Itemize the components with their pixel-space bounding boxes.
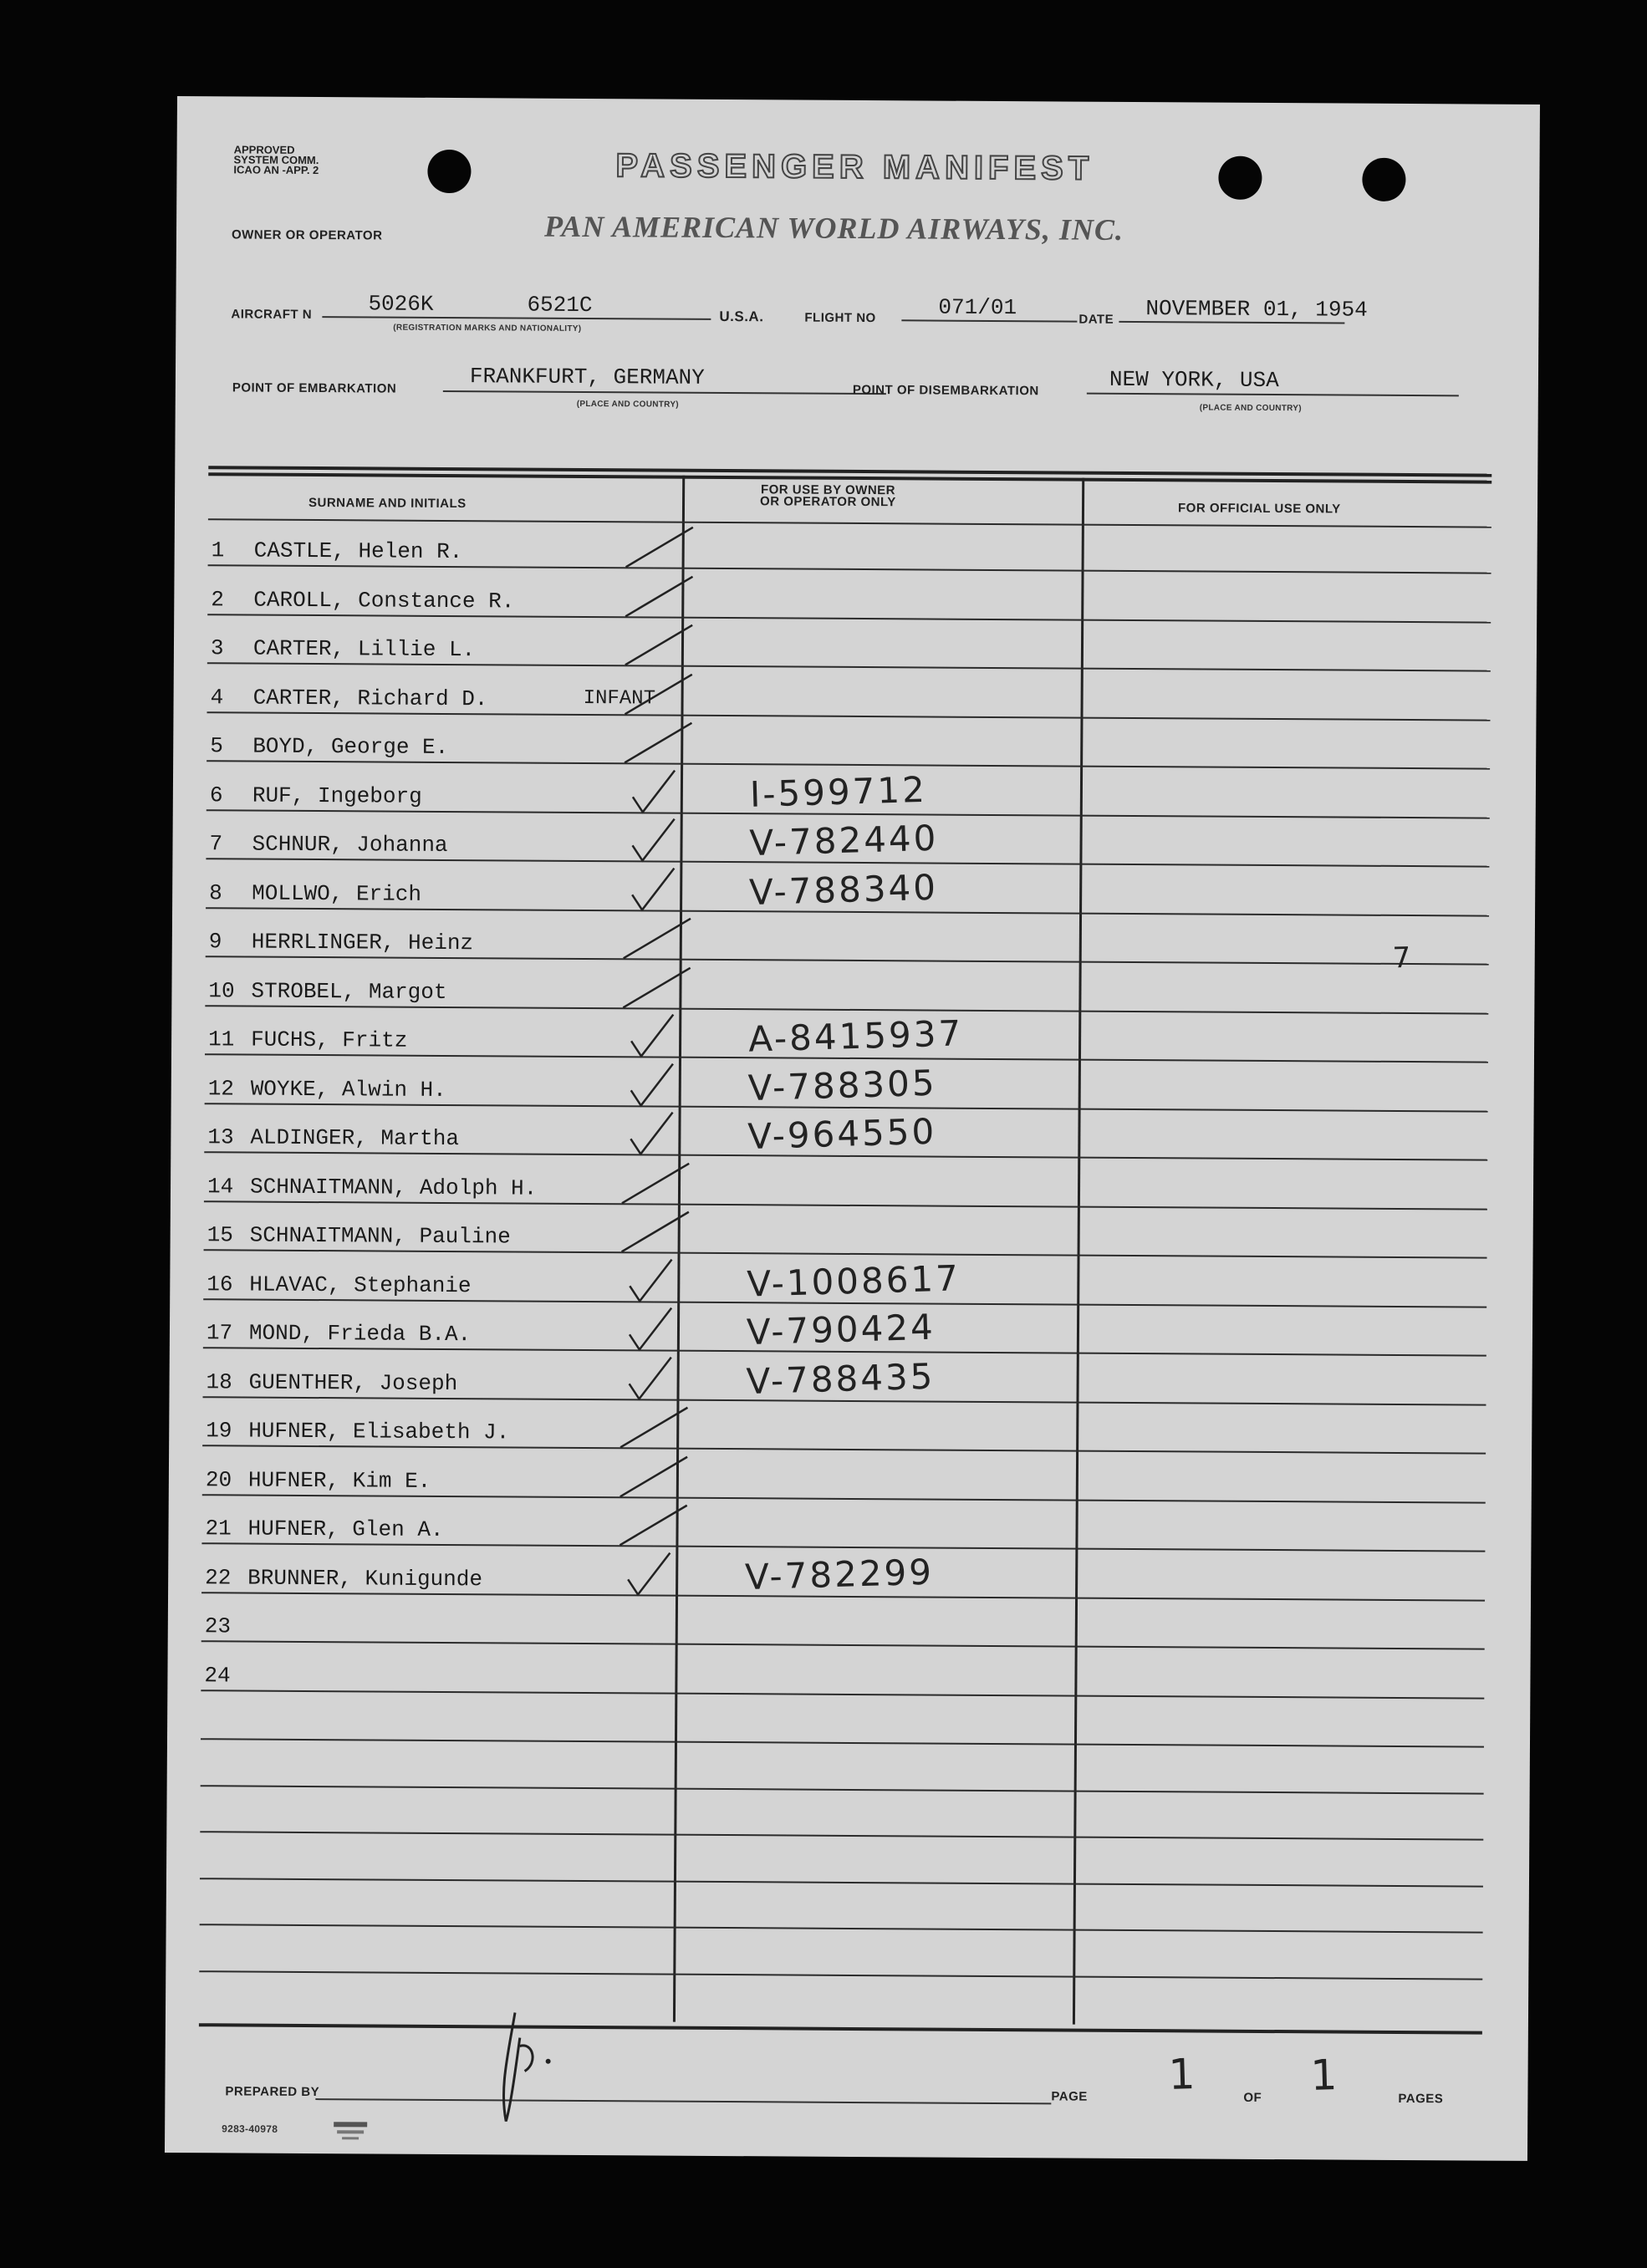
row-number: 9 (208, 929, 222, 955)
form-number: 9283-40978 (222, 2123, 278, 2135)
blank-row-rule (199, 1970, 1482, 1980)
country-label: U.S.A. (719, 308, 764, 325)
passenger-name: STROBEL, Margot (251, 978, 447, 1005)
visa-number: V-1008617 (746, 1256, 961, 1305)
row-number: 6 (209, 782, 223, 808)
passenger-name: CAROLL, Constance R. (253, 587, 515, 614)
page-label: PAGE (1051, 2089, 1088, 2104)
row-number: 14 (207, 1173, 234, 1199)
visa-number: V-788305 (747, 1062, 938, 1109)
row-number: 7 (209, 831, 223, 857)
of-label: OF (1243, 2090, 1262, 2105)
passenger-name: ALDINGER, Martha (250, 1124, 460, 1152)
row-rule (204, 1200, 1487, 1210)
aircraft-label: AIRCRAFT N (231, 307, 313, 322)
row-rule (206, 956, 1489, 965)
preparer-signature (482, 2004, 650, 2138)
punch-hole-right-2 (1362, 158, 1405, 201)
owner-label: OWNER OR OPERATOR (231, 227, 383, 243)
disembarkation-field-line (1087, 393, 1459, 397)
official-use-mark: 7 (1392, 940, 1414, 976)
printer-union-logo (330, 2118, 372, 2143)
passenger-name: HERRLINGER, Heinz (251, 929, 474, 956)
total-pages: 1 (1309, 2050, 1341, 2100)
passenger-name: GUENTHER, Joseph (248, 1369, 458, 1396)
owner-use-column-header: FOR USE BY OWNER OR OPERATOR ONLY (759, 482, 896, 510)
row-number: 4 (210, 684, 224, 710)
passenger-name: SCHNUR, Johanna (252, 831, 448, 858)
visa-number: V-964550 (747, 1110, 937, 1158)
row-number: 2 (211, 586, 225, 612)
passenger-name: WOYKE, Alwin H. (250, 1076, 446, 1103)
row-number: 15 (207, 1222, 233, 1248)
page-number: 1 (1167, 2049, 1199, 2099)
row-number: 13 (207, 1124, 234, 1150)
prepared-by-line (315, 2098, 1051, 2104)
embarkation-point: FRANKFURT, GERMANY (469, 364, 705, 390)
passenger-name: SCHNAITMANN, Pauline (249, 1222, 511, 1250)
punch-hole-left (427, 150, 471, 193)
row-number: 24 (204, 1662, 231, 1688)
manifest-sheet (165, 96, 1540, 2161)
visa-number: I-599712 (749, 768, 928, 815)
visa-number: V-782440 (748, 817, 940, 864)
page-title: PASSENGER MANIFEST (615, 147, 1094, 187)
visa-number: V-790424 (746, 1306, 936, 1353)
punch-hole-right-1 (1218, 156, 1262, 200)
row-rule (204, 1249, 1487, 1258)
row-number: 16 (207, 1271, 233, 1297)
row-number: 3 (210, 635, 224, 661)
row-rule (207, 711, 1490, 721)
row-rule (205, 1005, 1488, 1014)
row-number: 18 (206, 1368, 232, 1394)
row-number: 23 (204, 1613, 232, 1639)
blank-row-rule (201, 1785, 1484, 1794)
embarkation-label: POINT OF EMBARKATION (232, 380, 397, 396)
passenger-name: SCHNAITMANN, Adolph H. (249, 1174, 538, 1201)
blank-row-rule (200, 1831, 1483, 1840)
row-number: 5 (210, 733, 223, 759)
surname-column-header: SURNAME AND INITIALS (308, 495, 467, 512)
column-header-rule (208, 518, 1491, 528)
visa-number: V-782299 (744, 1551, 935, 1598)
row-rule (207, 760, 1490, 769)
row-rule (208, 564, 1491, 573)
passenger-name: HLAVAC, Stephanie (249, 1272, 472, 1298)
row-rule (202, 1445, 1486, 1454)
official-use-column-header: FOR OFFICIAL USE ONLY (1177, 501, 1341, 517)
passenger-name: MOLLWO, Erich (252, 880, 422, 907)
row-rule (207, 662, 1491, 671)
disembarkation-point: NEW YORK, USA (1109, 366, 1279, 394)
row-number: 19 (206, 1418, 232, 1444)
passenger-name: CARTER, Lillie L. (252, 635, 476, 663)
row-number: 11 (208, 1027, 235, 1052)
row-rule (207, 614, 1491, 623)
passenger-name: CASTLE, Helen R. (253, 538, 463, 565)
row-number: 17 (206, 1320, 233, 1346)
passenger-name: BRUNNER, Kunigunde (247, 1565, 483, 1592)
date-label: DATE (1078, 312, 1114, 327)
passenger-name: HUFNER, Elisabeth J. (248, 1418, 510, 1445)
aircraft-registration: 5026K (368, 291, 434, 317)
passenger-name: HUFNER, Kim E. (247, 1467, 431, 1494)
row-rule (201, 1690, 1484, 1699)
registration-sublabel: (REGISTRATION MARKS AND NATIONALITY) (393, 323, 582, 334)
disembarkation-label: POINT OF DISEMBARKATION (852, 382, 1039, 399)
passenger-name: HUFNER, Glen A. (247, 1516, 444, 1542)
aircraft-nationality: 6521C (527, 292, 593, 319)
row-rule (202, 1494, 1486, 1503)
disembarkation-sublabel: (PLACE AND COUNTRY) (1199, 403, 1302, 414)
visa-number: V-788435 (745, 1355, 936, 1402)
passenger-name: CARTER, Richard D. (252, 685, 488, 711)
passenger-name: FUCHS, Fritz (251, 1027, 408, 1053)
passenger-name: BOYD, George E. (252, 733, 449, 760)
row-number: 1 (211, 538, 225, 563)
table-bottom-rule (199, 2023, 1482, 2034)
aircraft-field-line (322, 316, 711, 320)
blank-row-rule (200, 1924, 1483, 1934)
row-number: 20 (205, 1466, 232, 1492)
column-divider-2 (1073, 478, 1084, 2025)
blank-row-rule (200, 1878, 1483, 1887)
row-number: 22 (205, 1564, 232, 1590)
row-number: 8 (209, 879, 222, 905)
visa-number: A-8415937 (747, 1012, 964, 1060)
airline-name: PAN AMERICAN WORLD AIRWAYS, INC. (543, 209, 1124, 247)
flight-date: NOVEMBER 01, 1954 (1145, 296, 1368, 323)
pages-label: PAGES (1398, 2091, 1444, 2107)
row-rule (201, 1542, 1485, 1552)
row-number: 21 (205, 1516, 232, 1542)
row-rule (201, 1640, 1485, 1649)
row-number: 10 (208, 977, 235, 1003)
passenger-note: INFANT (583, 686, 656, 711)
blank-row-rule (201, 1738, 1484, 1747)
passenger-name: RUF, Ingeborg (252, 782, 422, 809)
embarkation-sublabel: (PLACE AND COUNTRY) (576, 399, 679, 410)
embarkation-field-line (443, 390, 886, 395)
flight-no-label: FLIGHT NO (804, 310, 876, 326)
visa-number: V-788340 (748, 866, 939, 913)
passenger-name: MOND, Frieda B.A. (248, 1320, 472, 1348)
row-number: 12 (207, 1075, 235, 1101)
prepared-by-label: PREPARED BY (225, 2084, 320, 2100)
flight-number: 071/01 (938, 294, 1017, 321)
approval-stamp: APPROVED SYSTEM COMM. ICAO AN -APP. 2 (233, 143, 319, 177)
